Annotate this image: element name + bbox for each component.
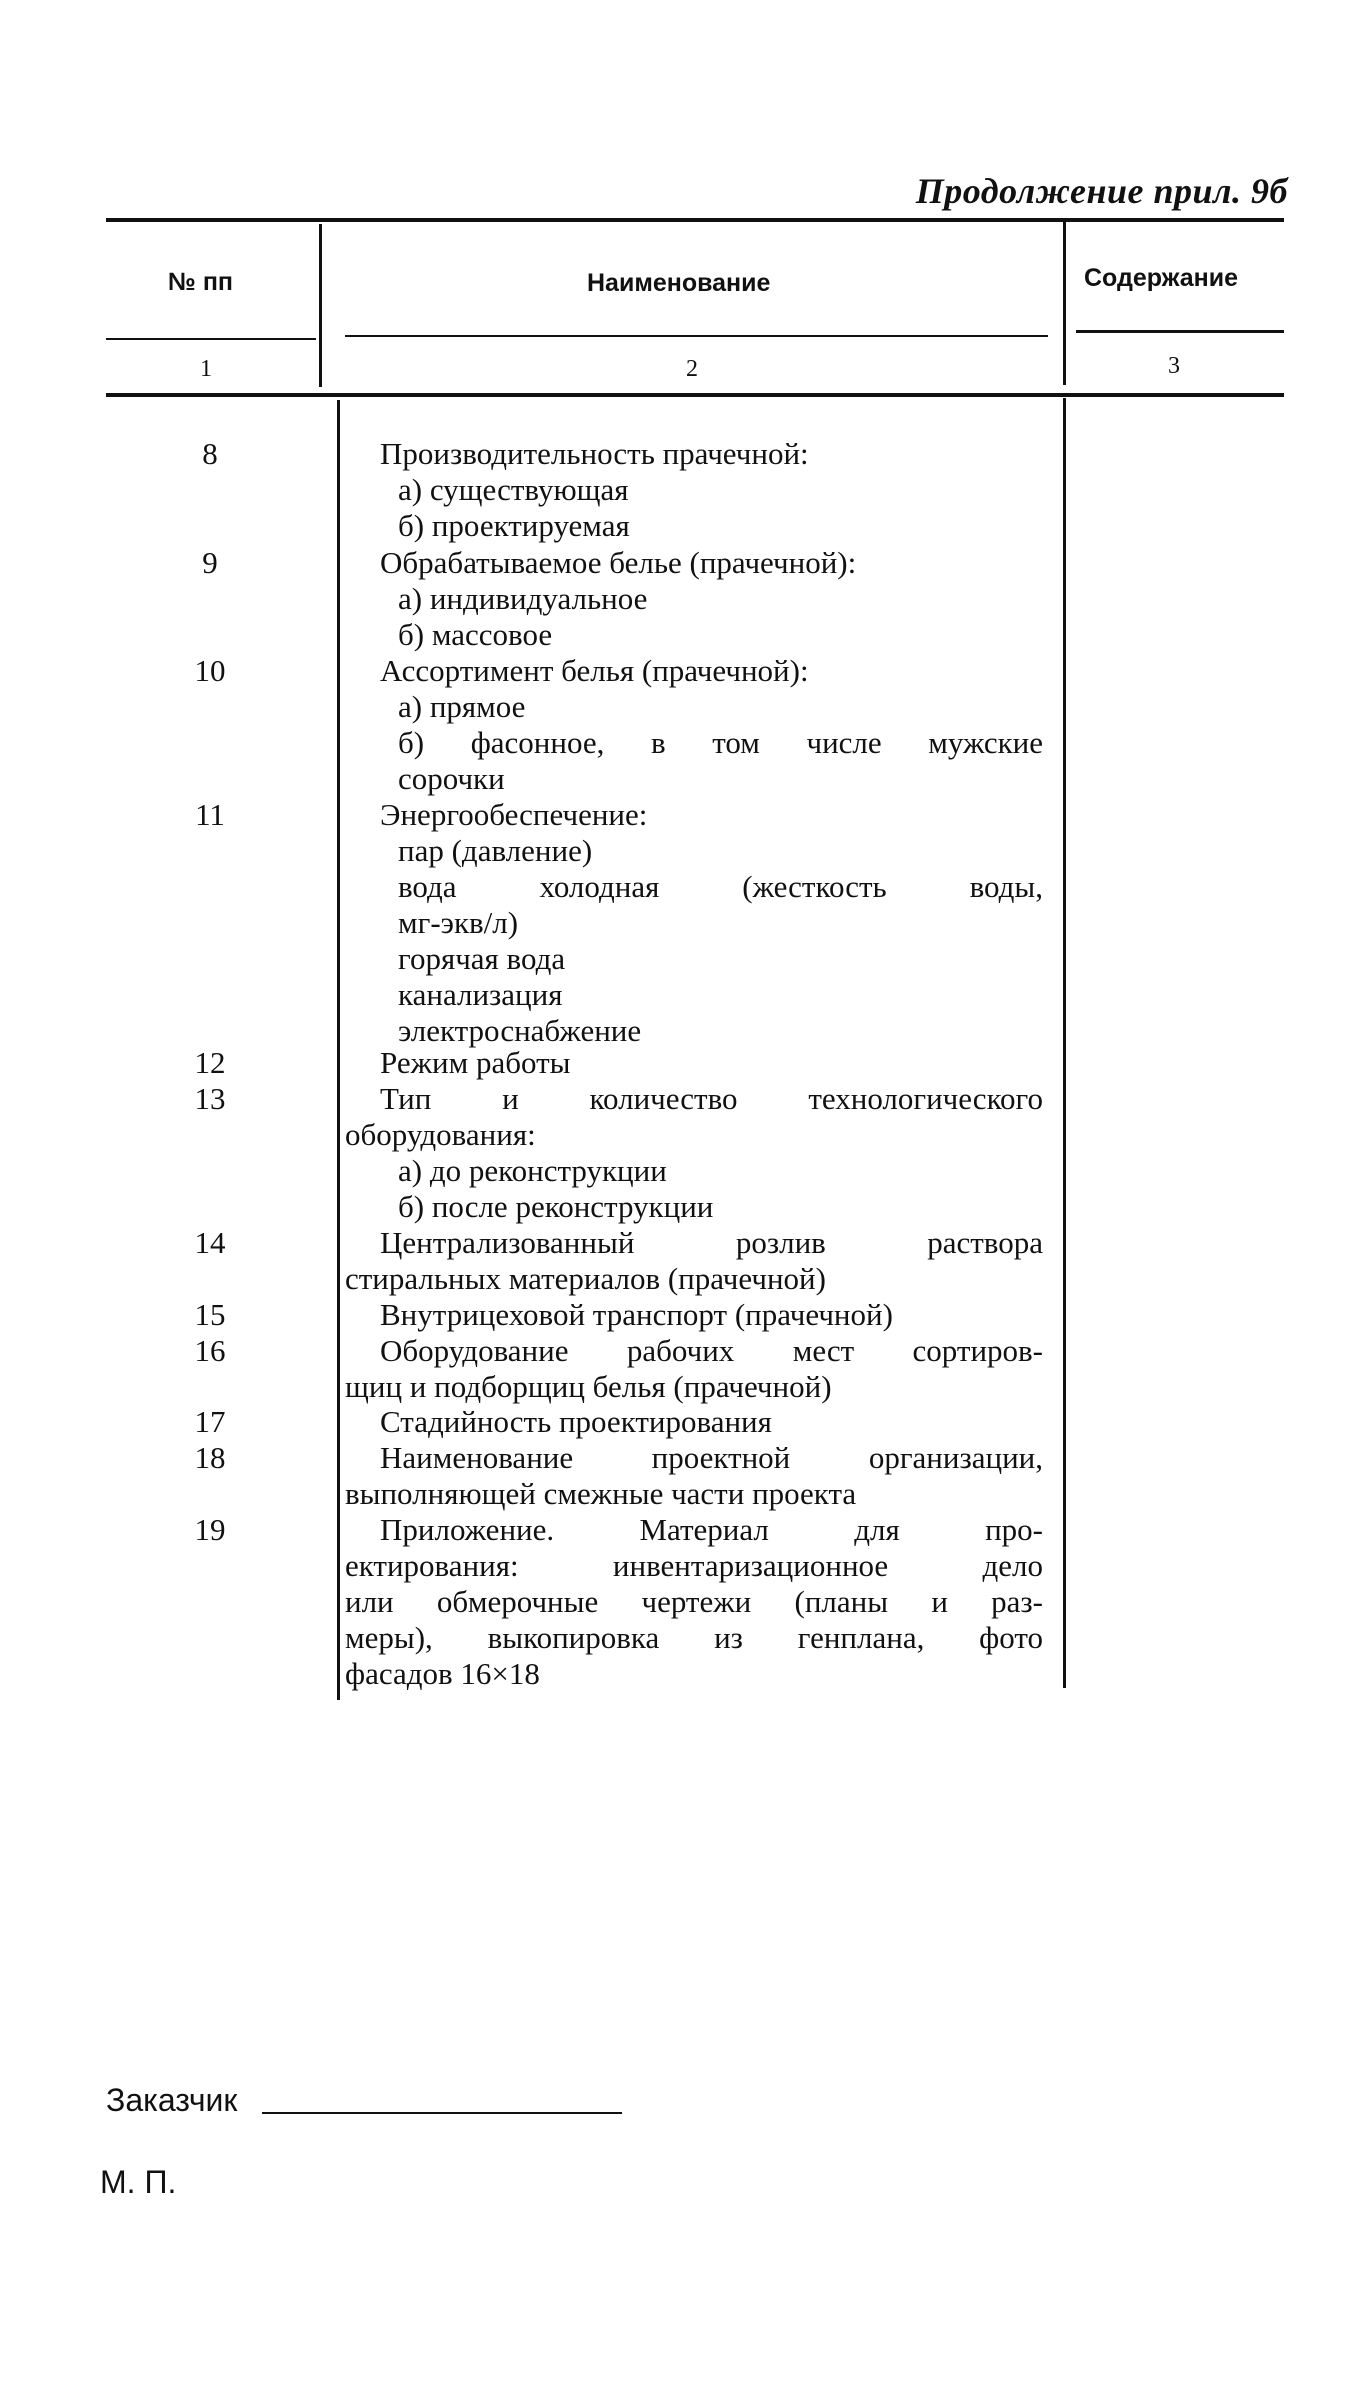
item-line: Режим работы (380, 1045, 571, 1080)
item-line: Ассортимент белья (прачечной): (380, 653, 809, 688)
item-line: а) до реконструкции (398, 1153, 667, 1188)
item-line: Обрабатываемое белье (прачечной): (380, 545, 857, 580)
item-line: Централизованный розлив раствора (380, 1225, 1043, 1260)
item-line: выполняющей смежные части проекта (345, 1476, 857, 1511)
row-number: 17 (194, 1404, 226, 1439)
customer-label: Заказчик (106, 2082, 238, 2118)
signature-line (262, 2112, 622, 2114)
item-line: стиральных материалов (прачечной) (345, 1261, 826, 1296)
item-line: оборудования: (345, 1117, 536, 1152)
header-sub-rule-2 (345, 335, 1048, 337)
continuation-note: Продолжение прил. 9б (915, 171, 1288, 211)
item-line: Тип и количество технологического (380, 1081, 1043, 1116)
header-divider-1 (319, 224, 322, 387)
item-line: Энергообеспечение: (380, 797, 648, 832)
item-line: сорочки (398, 761, 505, 796)
item-line: Производительность прачечной: (380, 436, 809, 471)
item-line: б) проектируемая (398, 508, 630, 543)
item-line: Внутрицеховой транспорт (прачечной) (380, 1297, 893, 1332)
item-line: мг-экв/л) (398, 905, 519, 940)
item-line: пар (давление) (398, 833, 593, 868)
col-index-1: 1 (200, 356, 212, 382)
row-number: 14 (194, 1225, 226, 1260)
row-number: 13 (194, 1081, 226, 1116)
item-line: электроснабжение (398, 1013, 642, 1048)
header-sub-rule-3 (1076, 330, 1284, 333)
item-line: Стадийность проектирования (380, 1404, 772, 1439)
item-line: б) фасонное, в том числе мужские (398, 725, 1043, 760)
item-line: а) прямое (398, 689, 526, 724)
item-line: а) индивидуальное (398, 581, 648, 616)
item-line: Оборудование рабочих мест сортиров- (380, 1333, 1043, 1368)
item-line: б) массовое (398, 617, 553, 652)
header-bottom-rule (106, 393, 1284, 397)
row-number: 11 (195, 797, 225, 832)
item-line: щиц и подборщиц белья (прачечной) (345, 1369, 832, 1404)
item-line: фасадов 16×18 (345, 1656, 540, 1691)
header-divider-2 (1063, 220, 1066, 385)
item-line: а) существующая (398, 472, 629, 507)
header-sub-rule-1 (106, 338, 316, 340)
item-line: горячая вода (398, 941, 566, 976)
col-header-number: № пп (168, 268, 234, 296)
item-line: Наименование проектной организации, (380, 1440, 1043, 1475)
row-number: 19 (194, 1512, 226, 1547)
row-number: 15 (194, 1297, 226, 1332)
item-line: вода холодная (жесткость воды, (398, 869, 1043, 904)
body-divider-1 (337, 400, 340, 1700)
row-number: 9 (202, 545, 218, 580)
item-line: ектирования: инвентаризационное дело (345, 1548, 1043, 1583)
col-index-2: 2 (686, 356, 698, 382)
row-number: 12 (194, 1045, 226, 1080)
row-number: 18 (194, 1440, 226, 1475)
stamp-label: М. П. (100, 2164, 177, 2200)
col-index-3: 3 (1168, 353, 1180, 379)
table-top-rule (106, 218, 1284, 222)
item-line: или обмерочные чертежи (планы и раз- (345, 1584, 1043, 1619)
row-number: 16 (194, 1333, 226, 1368)
col-header-name: Наименование (587, 269, 771, 297)
item-line: б) после реконструкции (398, 1189, 714, 1224)
row-number: 10 (194, 653, 226, 688)
col-header-content: Содержание (1084, 264, 1239, 292)
item-line: меры), выкопировка из генплана, фото (345, 1620, 1043, 1655)
item-line: канализация (398, 977, 563, 1012)
row-number: 8 (202, 436, 218, 471)
body-divider-2 (1063, 398, 1066, 1688)
item-line: Приложение. Материал для про- (380, 1512, 1043, 1547)
